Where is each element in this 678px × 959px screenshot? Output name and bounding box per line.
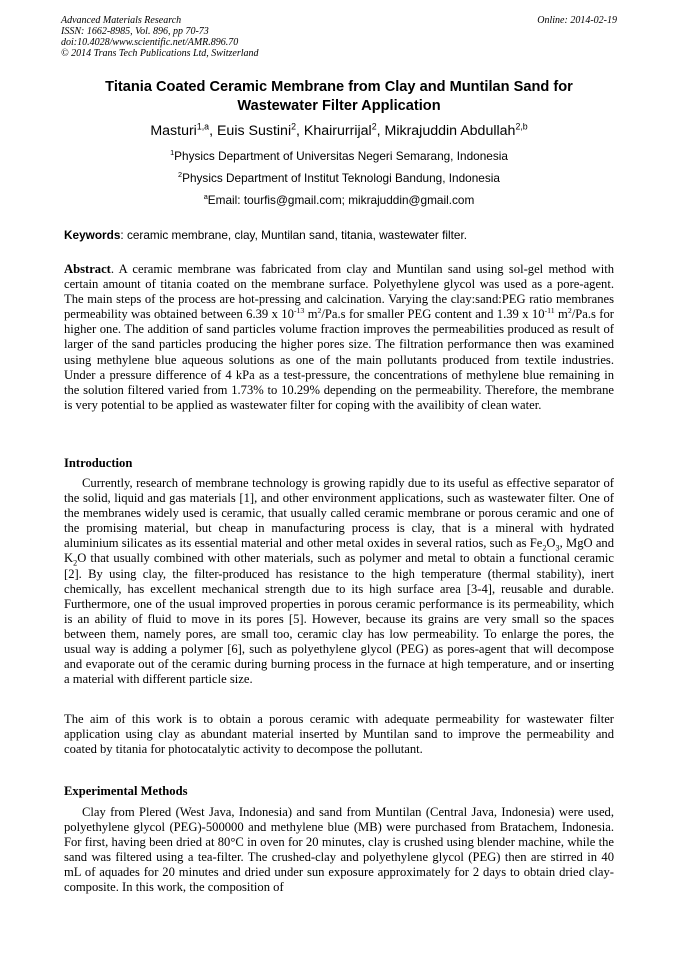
journal-header: [61, 15, 617, 59]
doi-line: doi:10.4028/www.scientific.net/AMR.896.70: [61, 37, 239, 48]
introduction-paragraph-1: Currently, research of membrane technology is growing rapidly due to its useful as effective separator of the solid, liquid and gas materials [1], and other environment applications, such as wastewater filter. One of the membranes widely used is ceramic, that usually called ceramic membrane or porous ceramic and one of the promising material, but cheap in manufacturing process is clay, that is a mineral with hydrated aluminium silicates as its essential material and other metal oxides in several ratios, such as $Fe_2O_3$, MgO and $K_2O$ that usually combined with other materials, such as polymer and metal to obtain a functional ceramic [2]. By using clay, the filter-produced has resistance to the high temperature (thermal stability), inert chemically, has excellent mechanical strength due to its high surface area [3-4], reusable and durable. Furthermore, one of the usual improved properties in porous ceramic performance is its permeability, which is an ability of fluid to move in its pores [5]. However, because its grains are very small so the spaces between them, namely pores, are small too, ceramic clay has low permeability. To enlarge the pores, the usual way is adding a polymer [6], such as polyethylene glycol (PEG) as pores-agent that will decompose and evaporate out of the ceramic during burning process in the furnace at high temperature, and or inserting a material with different particle size.: [64, 476, 614, 687]
author-affil-sup: 2,b: [515, 121, 528, 132]
introduction-heading: Introduction: [64, 456, 133, 470]
affiliation-2: $^2$Physics Department of Institut Teknologi Bandung, Indonesia: [178, 170, 500, 185]
author-list: Masturi$^{1,a}$, Euis Sustini$^2$, Khairurrijal$^2$, Mikrajuddin Abdullah$^{2,b}$: [150, 121, 528, 139]
copyright-line: © 2014 Trans Tech Publications Ltd, Switzerland: [61, 48, 259, 59]
title-line-1: Titania Coated Ceramic Membrane from Clay and Muntilan Sand for: [105, 79, 573, 95]
author-affil-sup: 2: [371, 121, 377, 132]
author-name: Khairurrijal: [303, 123, 372, 139]
methods-paragraph-1: Clay from Plered (West Java, Indonesia) and sand from Muntilan (Central Java, Indonesia) were used, polyethylene glycol (PEG)-500000 and methylene blue (MB) were purchased from Bratachem, Indonesia. For first, having been dried at 80°C in oven for 20 minutes, clay is crushed using blender machine, while the sand was filtered using a tea-filter. The crushed-clay and polyethylene glycol (PEG) then are stirred in 40 mL of aquades for 20 minutes and dried under sun exposure approximately for 2 days to obtain dried clay-composite. In this work, the composition of: [64, 805, 614, 895]
affiliation-1: $^1$Physics Department of Universitas Negeri Semarang, Indonesia: [170, 148, 508, 163]
keywords-label: Keywords: [64, 228, 121, 242]
abstract-label: Abstract: [64, 262, 111, 276]
title-line-2: Wastewater Filter Application: [237, 98, 441, 114]
author-name: Mikrajuddin Abdullah: [384, 123, 516, 139]
methods-heading: Experimental Methods: [64, 784, 188, 798]
journal-name: Advanced Materials Research: [61, 15, 182, 26]
online-date: Online: 2014-02-19: [537, 15, 617, 26]
keywords-text: : ceramic membrane, clay, Muntilan sand, titania, wastewater filter.: [120, 228, 468, 242]
author-email: $^a$Email: tourfis@gmail.com; mikrajuddin@gmail.com: [203, 192, 475, 207]
author-affil-sup: 2: [291, 121, 296, 132]
introduction-paragraph-2: The aim of this work is to obtain a porous ceramic with adequate permeability for wastewater filter application using clay as abundant material inserted by Muntilan sand to improve the permeability and coated by titania for photocatalytic activity to decompose the pollutant.: [64, 712, 614, 757]
author-name: Masturi: [150, 123, 197, 139]
paper-title: [61, 78, 617, 116]
author-affil-sup: 1,a: [196, 121, 210, 132]
keywords: [64, 228, 620, 242]
issn-line: ISSN: 1662-8985, Vol. 896, pp 70-73: [61, 26, 209, 37]
author-name: Euis Sustini: [216, 123, 292, 139]
abstract-paragraph: Abstract. A ceramic membrane was fabricated from clay and Muntilan sand using sol-gel method with certain amount of titania coated on the membrane surface. Polyethylene glycol was used as a pore-agent. The main steps of the process are hot-pressing and calcination. Varying the clay:sand:PEG ratio membranes permeability was obtained between 6.39 x $10^{-13}$ $m^2/Pa.s$ for smaller PEG content and 1.39 x $10^{-11}$ $m^2/Pa.s$ for higher one. The addition of sand particles volume fraction improves the permeabilities produced as result of larger of the sand particles producing the higher pores size. The filtration performance then was examined using methylene blue aqueous solutions as one of the main pollutants produced from textile industries. Under a pressure difference of 4 kPa as a test-pressure, the concentrations of methylene blue remaining in the solution filtered varied from 1.73% to 10.29% depending on the permeability. Therefore, the membrane is very potential to be applied as wastewater filter for coping with the availibity of clean water.: [64, 262, 614, 412]
